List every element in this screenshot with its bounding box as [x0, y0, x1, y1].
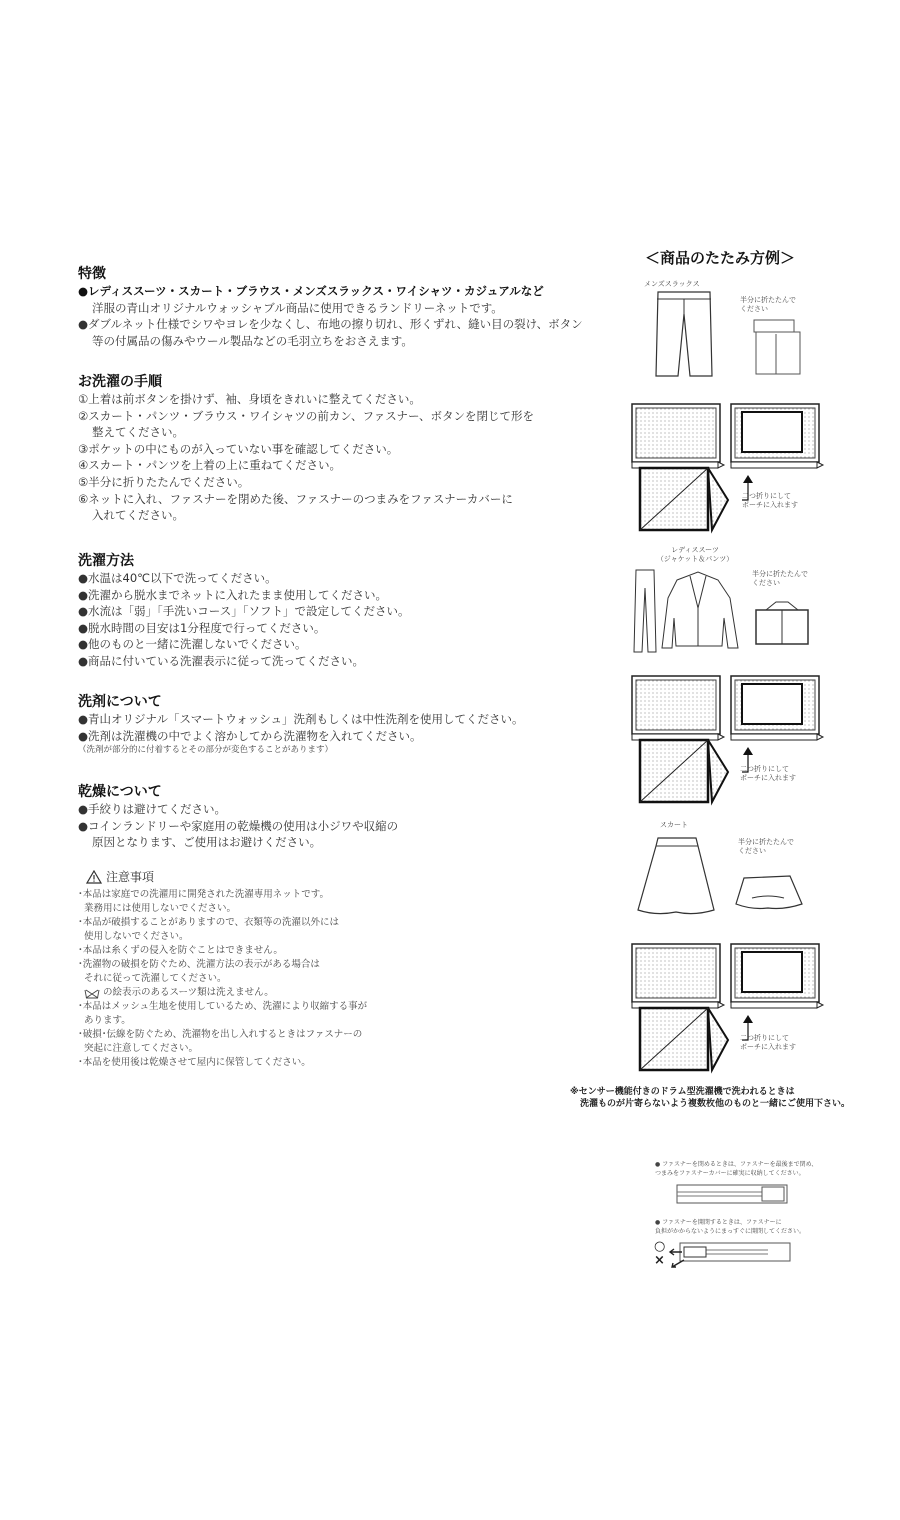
procedure-step: ⑥ネットに入れ、ファスナーを閉めた後、ファスナーのつまみをファスナーカバーに	[78, 491, 513, 506]
folded-suit-illustration	[752, 598, 812, 648]
caution-line: ･破損･伝線を防ぐため、洗濯物を出し入れするときはファスナーの	[78, 1029, 363, 1040]
caution-line: ･本品を使用後は乾燥させて屋内に保管してください。	[78, 1057, 311, 1068]
procedure-step: 入れてください。	[92, 508, 184, 523]
detergent-heading: 洗剤について	[78, 694, 162, 710]
procedure-step: ③ポケットの中にものが入っていない事を確認してください。	[78, 441, 399, 456]
caution-line: それに従って洗濯してください。	[84, 973, 227, 984]
pouch-note: 二つ折りにして ポーチに入れます	[740, 765, 796, 782]
no-wash-symbol-icon	[84, 988, 100, 999]
zipper-close-note: ● ファスナーを閉めるときは、ファスナーを最後まで閉め、 つまみをファスナーカバーに確実に収納してください。	[655, 1161, 818, 1177]
features-section	[78, 263, 583, 349]
procedure-step: ①上着は前ボタンを掛けず、袖、身頃をきれいに整えてください。	[78, 392, 421, 406]
features-line: ●レディススーツ・スカート・ブラウス・メンズスラックス・ワイシャツ・カジュアルなど	[78, 284, 544, 298]
caution-line: ･本品が破損することがありますので、衣類等の洗濯以外には	[78, 917, 340, 928]
fold-note: 半分に折たたんで ください	[752, 570, 808, 587]
method-line: ●水温は40℃以下で洗ってください。	[78, 571, 277, 585]
zipper-open-note: ● ファスナーを開閉するときは、ファスナーに 負担がかからないようにまっすぐに開閉してください。	[655, 1219, 806, 1235]
detergent-section	[78, 691, 524, 756]
detergent-line: ●洗剤は洗濯機の中でよく溶かしてから洗濯物を入れてください。	[78, 728, 422, 743]
caution-line: の絵表示のあるスーツ類は洗えません。	[103, 987, 274, 998]
method-line: ●商品に付いている洗濯表示に従って洗ってください。	[78, 653, 365, 668]
caution-line: 業務用には使用しないでください。	[84, 903, 237, 914]
drying-heading: 乾燥について	[78, 784, 162, 800]
pouch-note: 二つ折りにして ポーチに入れます	[740, 1034, 796, 1051]
zipper-marks	[654, 1240, 665, 1268]
caution-line: 突起に注意してください。	[84, 1043, 199, 1054]
drum-washer-note	[570, 1086, 850, 1110]
cautions-heading: 注意事項	[106, 870, 155, 884]
procedure-step: 整えてください。	[92, 425, 184, 440]
skirt-illustration	[634, 836, 718, 918]
item-label-ladies-suit: レディススーツ （ジャケット＆パンツ）	[656, 546, 734, 563]
features-line: ●ダブルネット仕様でシワやヨレを少なくし、布地の擦り切れ、形くずれ、縫い目の裂け、ボタン	[78, 317, 583, 332]
caution-line: あります。	[84, 1015, 131, 1026]
zipper-open-illustration	[668, 1242, 792, 1270]
warning-icon	[86, 870, 102, 884]
fold-note: 半分に折たたんで ください	[738, 838, 794, 855]
method-line: ●水流は「弱」「手洗いコース」「ソフト」で設定してください。	[78, 604, 410, 619]
drum-note-line: ※センサー機能付きのドラム型洗濯機で洗われるときは	[570, 1087, 795, 1097]
detergent-note: （洗剤が部分的に付着するとその部分が変色することがあります）	[78, 745, 334, 756]
open-pouch	[632, 404, 728, 530]
method-section	[78, 550, 409, 670]
ok-mark: ○	[654, 1239, 666, 1254]
pouch-note: 二つ折りにして ポーチに入れます	[742, 492, 798, 509]
open-pouch	[632, 676, 728, 802]
folded-slacks-illustration	[752, 318, 802, 378]
pouch-diagram-skirt	[628, 940, 828, 1079]
item-label-skirt: スカート	[660, 821, 688, 829]
drum-note-line: 洗濯ものが片寄らないよう複数枚他のものと一緒にご使用下さい。	[580, 1099, 851, 1109]
procedure-step: ④スカート・パンツを上着の上に重ねてください。	[78, 458, 342, 473]
method-heading: 洗濯方法	[78, 553, 134, 569]
item-label-slacks: メンズスラックス	[644, 280, 700, 288]
drying-line: ●コインランドリーや家庭用の乾燥機の使用は小ジワや収縮の	[78, 818, 399, 833]
drying-line: 原因となります、ご使用はお避けください。	[92, 835, 322, 850]
cautions-section	[78, 868, 367, 1070]
pouch-diagram-ladies-suit	[628, 672, 828, 811]
caution-line: ･本品は糸くずの侵入を防ぐことはできません。	[78, 945, 283, 956]
closed-pouch	[731, 944, 823, 1008]
fold-note: 半分に折たたんで ください	[740, 296, 796, 313]
drying-section	[78, 781, 398, 851]
procedure-heading: お洗濯の手順	[78, 374, 162, 390]
procedure-step: ⑤半分に折りたたんでください。	[78, 474, 250, 489]
procedure-section	[78, 371, 534, 524]
features-heading: 特徴	[78, 266, 106, 282]
drying-line: ●手絞りは避けてください。	[78, 802, 227, 816]
features-line: 洋服の青山オリジナルウォッシャブル商品に使用できるランドリーネットです。	[92, 300, 503, 315]
closed-pouch	[731, 676, 823, 740]
caution-line: ･洗濯物の破損を防ぐため、洗濯方法の表示がある場合は	[78, 959, 320, 970]
method-line: ●他のものと一緒に洗濯しないでください。	[78, 637, 307, 652]
ladies-suit-illustration	[632, 568, 740, 658]
zipper-closed-illustration	[676, 1183, 790, 1205]
method-line: ●洗濯から脱水までネットに入れたまま使用してください。	[78, 587, 388, 602]
folding-title: ＜商品のたたみ方例＞	[645, 249, 796, 267]
pouch-diagram-slacks	[628, 400, 828, 539]
ng-mark: ×	[654, 1253, 665, 1268]
folded-skirt-illustration	[734, 874, 804, 914]
closed-pouch	[731, 404, 823, 468]
slacks-illustration	[652, 290, 716, 380]
caution-line: ･本品はメッシュ生地を使用しているため、洗濯により収縮する事が	[78, 1001, 368, 1012]
method-line: ●脱水時間の目安は1分程度で行ってください。	[78, 620, 326, 635]
caution-line: ･本品は家庭での洗濯用に開発された洗濯専用ネットです。	[78, 889, 329, 900]
open-pouch	[632, 944, 728, 1070]
caution-line: 使用しないでください。	[84, 931, 189, 942]
features-line: 等の付属品の傷みやウール製品などの毛羽立ちをおさえます。	[92, 333, 413, 348]
detergent-line: ●青山オリジナル「スマートウォッシュ」洗剤もしくは中性洗剤を使用してください。	[78, 712, 524, 726]
procedure-step: ②スカート・パンツ・ブラウス・ワイシャツの前カン、ファスナー、ボタンを閉じて形を	[78, 408, 535, 423]
